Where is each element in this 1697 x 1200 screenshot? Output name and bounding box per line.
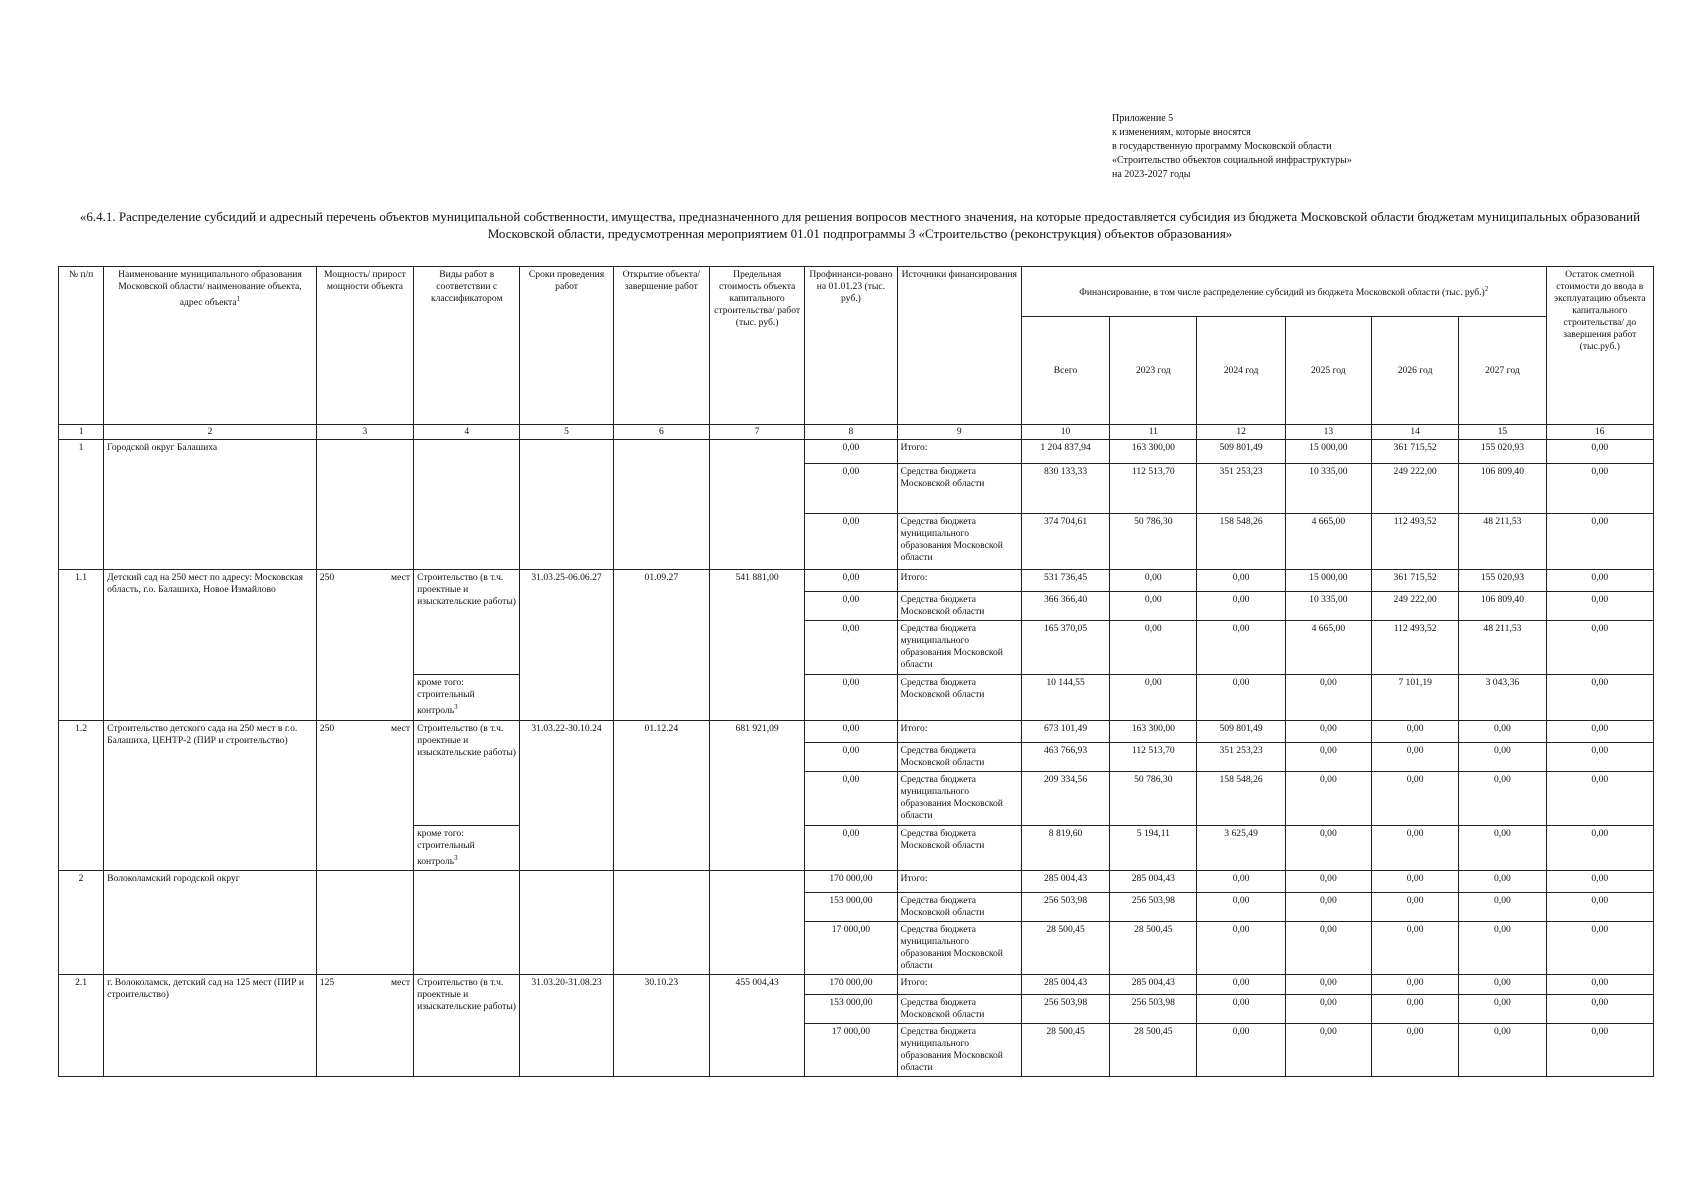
cell-2024: 0,00	[1197, 621, 1285, 675]
cell-source: Средства бюджета Московской области	[897, 743, 1021, 772]
col-number: 1	[59, 425, 104, 440]
cell-source: Средства бюджета Московской области	[897, 675, 1021, 721]
cell-2026: 249 222,00	[1371, 464, 1458, 514]
cell-source: Средства бюджета Московской области	[897, 893, 1021, 922]
cell-funded: 0,00	[805, 772, 897, 826]
col-number: 7	[709, 425, 804, 440]
cell-remaining: 0,00	[1546, 743, 1653, 772]
cell-source: Итого:	[897, 975, 1021, 995]
cell-2025: 0,00	[1285, 922, 1371, 975]
cell-2027: 155 020,93	[1459, 440, 1546, 464]
cell-source: Итого:	[897, 721, 1021, 743]
col-number: 12	[1197, 425, 1285, 440]
cell-2026: 0,00	[1371, 995, 1458, 1024]
row-num: 1	[59, 440, 104, 570]
col-number: 16	[1546, 425, 1653, 440]
col-number: 15	[1459, 425, 1546, 440]
cell-2023: 28 500,45	[1110, 1024, 1197, 1077]
cell-source: Средства бюджета муниципального образования Московской области	[897, 621, 1021, 675]
row-num: 1.1	[59, 570, 104, 721]
cell-source: Итого:	[897, 871, 1021, 893]
cell-source: Средства бюджета муниципального образования Московской области	[897, 514, 1021, 570]
cell-2026: 112 493,52	[1371, 621, 1458, 675]
row-control: кроме того: строительный контроль$^3$	[414, 675, 520, 721]
row-period	[520, 440, 613, 570]
cell-2024: 3 625,49	[1197, 826, 1285, 871]
row-name: Волоколамский городской округ	[104, 871, 317, 975]
row-capacity: 250 мест	[316, 721, 413, 871]
cell-2026: 0,00	[1371, 1024, 1458, 1077]
row-work	[414, 871, 520, 975]
header-sources: Источники финансирования	[897, 267, 1021, 425]
cell-2023: 0,00	[1110, 621, 1197, 675]
cell-2023: 0,00	[1110, 675, 1197, 721]
row-period	[520, 871, 613, 975]
row-work: Строительство (в т.ч. проектные и изыскательские работы)	[414, 721, 520, 826]
cell-total: 28 500,45	[1021, 922, 1109, 975]
cell-2026: 0,00	[1371, 975, 1458, 995]
row-cost: 681 921,09	[709, 721, 804, 871]
header-cost: Предельная стоимость объекта капитального строительства/ работ (тыс. руб.)	[709, 267, 804, 425]
appendix-line: в государственную программу Московской области	[1112, 141, 1332, 152]
cell-total: 209 334,56	[1021, 772, 1109, 826]
header-num: № п/п	[59, 267, 104, 425]
col-number: 5	[520, 425, 613, 440]
cell-remaining: 0,00	[1546, 893, 1653, 922]
col-number: 13	[1285, 425, 1371, 440]
cell-2024: 351 253,23	[1197, 743, 1285, 772]
cell-total: 165 370,05	[1021, 621, 1109, 675]
cell-2023: 50 786,30	[1110, 772, 1197, 826]
row-name: Строительство детского сада на 250 мест в г.о. Балашиха, ЦЕНТР-2 (ПИР и строительство)	[104, 721, 317, 871]
cell-source: Средства бюджета муниципального образования Московской области	[897, 1024, 1021, 1077]
row-name: Городской округ Балашиха	[104, 440, 317, 570]
cell-funded: 153 000,00	[805, 995, 897, 1024]
cell-2026: 0,00	[1371, 721, 1458, 743]
cell-total: 285 004,43	[1021, 871, 1109, 893]
cell-2027: 48 211,53	[1459, 514, 1546, 570]
cell-total: 256 503,98	[1021, 995, 1109, 1024]
cell-total: 28 500,45	[1021, 1024, 1109, 1077]
cell-remaining: 0,00	[1546, 514, 1653, 570]
cell-2026: 7 101,19	[1371, 675, 1458, 721]
row-capacity	[316, 871, 413, 975]
cell-2025: 4 665,00	[1285, 621, 1371, 675]
table-row	[59, 440, 1654, 464]
cell-2025: 10 335,00	[1285, 464, 1371, 514]
row-cost	[709, 871, 804, 975]
cell-2026: 361 715,52	[1371, 570, 1458, 592]
col-number: 9	[897, 425, 1021, 440]
row-control: кроме того: строительный контроль$^3$	[414, 826, 520, 871]
column-number-row	[59, 425, 1654, 440]
cell-source: Средства бюджета муниципального образования Московской области	[897, 922, 1021, 975]
cell-2026: 0,00	[1371, 893, 1458, 922]
cell-funded: 0,00	[805, 514, 897, 570]
cell-2027: 0,00	[1459, 1024, 1546, 1077]
cell-source: Средства бюджета Московской области	[897, 464, 1021, 514]
cell-2023: 0,00	[1110, 570, 1197, 592]
cell-2025: 0,00	[1285, 893, 1371, 922]
cell-2024: 0,00	[1197, 975, 1285, 995]
col-number: 10	[1021, 425, 1109, 440]
cell-2026: 0,00	[1371, 826, 1458, 871]
cell-total: 8 819,60	[1021, 826, 1109, 871]
cell-2024: 0,00	[1197, 592, 1285, 621]
cell-2025: 0,00	[1285, 995, 1371, 1024]
row-open: 30.10.23	[613, 975, 709, 1077]
header-capacity: Мощность/ прирост мощности объекта	[316, 267, 413, 425]
cell-2026: 361 715,52	[1371, 440, 1458, 464]
header-row	[59, 267, 1654, 317]
cell-remaining: 0,00	[1546, 621, 1653, 675]
cell-funded: 0,00	[805, 570, 897, 592]
cell-2025: 0,00	[1285, 772, 1371, 826]
cell-funded: 0,00	[805, 464, 897, 514]
cell-funded: 153 000,00	[805, 893, 897, 922]
subsidy-table	[58, 266, 1654, 1077]
cell-source: Средства бюджета муниципального образования Московской области	[897, 772, 1021, 826]
cell-remaining: 0,00	[1546, 922, 1653, 975]
cell-2024: 509 801,49	[1197, 440, 1285, 464]
cell-funded: 0,00	[805, 592, 897, 621]
cell-funded: 0,00	[805, 721, 897, 743]
header-name: Наименование муниципального образования Московской области/ наименование объекта, адрес объекта$^1$	[104, 267, 317, 425]
cell-2023: 28 500,45	[1110, 922, 1197, 975]
cell-2025: 4 665,00	[1285, 514, 1371, 570]
cell-2027: 0,00	[1459, 922, 1546, 975]
appendix-note	[1112, 112, 1352, 182]
cell-2027: 0,00	[1459, 893, 1546, 922]
cell-2023: 50 786,30	[1110, 514, 1197, 570]
row-period: 31.03.22-30.10.24	[520, 721, 613, 871]
row-cost	[709, 440, 804, 570]
cell-2024: 0,00	[1197, 1024, 1285, 1077]
row-capacity: 250 мест	[316, 570, 413, 721]
col-number: 8	[805, 425, 897, 440]
cell-2027: 0,00	[1459, 995, 1546, 1024]
cell-2024: 158 548,26	[1197, 514, 1285, 570]
cell-2026: 0,00	[1371, 871, 1458, 893]
cell-2023: 112 513,70	[1110, 464, 1197, 514]
cell-2023: 112 513,70	[1110, 743, 1197, 772]
appendix-line: на 2023-2027 годы	[1112, 169, 1191, 180]
cell-total: 1 204 837,94	[1021, 440, 1109, 464]
col-number: 3	[316, 425, 413, 440]
cell-funded: 170 000,00	[805, 871, 897, 893]
cell-total: 830 133,33	[1021, 464, 1109, 514]
row-period: 31.03.25-06.06.27	[520, 570, 613, 721]
cell-2027: 155 020,93	[1459, 570, 1546, 592]
cell-source: Средства бюджета Московской области	[897, 592, 1021, 621]
cell-2027: 0,00	[1459, 743, 1546, 772]
cell-2025: 0,00	[1285, 743, 1371, 772]
cell-2023: 163 300,00	[1110, 721, 1197, 743]
header-funded: Профинанси-ровано на 01.01.23 (тыс. руб.)	[805, 267, 897, 425]
cell-2027: 3 043,36	[1459, 675, 1546, 721]
cell-2023: 285 004,43	[1110, 871, 1197, 893]
cell-total: 256 503,98	[1021, 893, 1109, 922]
cell-2024: 0,00	[1197, 675, 1285, 721]
row-num: 2	[59, 871, 104, 975]
cell-funded: 0,00	[805, 826, 897, 871]
cell-funded: 0,00	[805, 675, 897, 721]
cell-2025: 0,00	[1285, 675, 1371, 721]
row-work: Строительство (в т.ч. проектные и изыскательские работы)	[414, 975, 520, 1077]
cell-2025: 15 000,00	[1285, 440, 1371, 464]
header-financing: Финансирование, в том числе распределение субсидий из бюджета Московской области (тыс. руб.)$^2$	[1021, 267, 1546, 317]
cell-source: Итого:	[897, 440, 1021, 464]
cell-remaining: 0,00	[1546, 995, 1653, 1024]
cell-2024: 158 548,26	[1197, 772, 1285, 826]
header-2025: 2025 год	[1285, 317, 1371, 425]
cell-2025: 10 335,00	[1285, 592, 1371, 621]
cell-funded: 0,00	[805, 621, 897, 675]
header-2026: 2026 год	[1371, 317, 1458, 425]
table-row	[59, 975, 1654, 995]
cell-source: Средства бюджета Московской области	[897, 995, 1021, 1024]
cell-remaining: 0,00	[1546, 440, 1653, 464]
cell-2027: 0,00	[1459, 772, 1546, 826]
header-total: Всего	[1021, 317, 1109, 425]
cell-2024: 0,00	[1197, 570, 1285, 592]
cell-2024: 0,00	[1197, 922, 1285, 975]
table-row	[59, 721, 1654, 743]
cell-remaining: 0,00	[1546, 592, 1653, 621]
cell-funded: 170 000,00	[805, 975, 897, 995]
cell-remaining: 0,00	[1546, 826, 1653, 871]
appendix-line: «Строительство объектов социальной инфраструктуры»	[1112, 155, 1352, 166]
header-2027: 2027 год	[1459, 317, 1546, 425]
cell-2027: 0,00	[1459, 975, 1546, 995]
header-2024: 2024 год	[1197, 317, 1285, 425]
row-capacity	[316, 440, 413, 570]
appendix-line: Приложение 5	[1112, 113, 1174, 124]
cell-2024: 509 801,49	[1197, 721, 1285, 743]
cell-2023: 0,00	[1110, 592, 1197, 621]
cell-2025: 15 000,00	[1285, 570, 1371, 592]
cell-2024: 0,00	[1197, 893, 1285, 922]
cell-funded: 0,00	[805, 440, 897, 464]
cell-total: 531 736,45	[1021, 570, 1109, 592]
cell-2025: 0,00	[1285, 871, 1371, 893]
cell-2027: 48 211,53	[1459, 621, 1546, 675]
header-work-type: Виды работ в соответствии с классификатором	[414, 267, 520, 425]
row-open	[613, 871, 709, 975]
row-open: 01.12.24	[613, 721, 709, 871]
cell-remaining: 0,00	[1546, 871, 1653, 893]
cell-2027: 0,00	[1459, 826, 1546, 871]
col-number: 6	[613, 425, 709, 440]
row-open	[613, 440, 709, 570]
cell-2023: 256 503,98	[1110, 893, 1197, 922]
row-name: Детский сад на 250 мест по адресу: Московская область, г.о. Балашиха, Новое Измайлово	[104, 570, 317, 721]
row-open: 01.09.27	[613, 570, 709, 721]
cell-2025: 0,00	[1285, 721, 1371, 743]
cell-total: 673 101,49	[1021, 721, 1109, 743]
cell-funded: 17 000,00	[805, 922, 897, 975]
cell-remaining: 0,00	[1546, 1024, 1653, 1077]
row-cost: 455 004,43	[709, 975, 804, 1077]
row-name: г. Волоколамск, детский сад на 125 мест (ПИР и строительство)	[104, 975, 317, 1077]
cell-2024: 351 253,23	[1197, 464, 1285, 514]
cell-remaining: 0,00	[1546, 464, 1653, 514]
cell-source: Средства бюджета Московской области	[897, 826, 1021, 871]
cell-2023: 5 194,11	[1110, 826, 1197, 871]
cell-2025: 0,00	[1285, 826, 1371, 871]
cell-total: 463 766,93	[1021, 743, 1109, 772]
cell-source: Итого:	[897, 570, 1021, 592]
cell-2023: 256 503,98	[1110, 995, 1197, 1024]
cell-2024: 0,00	[1197, 995, 1285, 1024]
col-number: 14	[1371, 425, 1458, 440]
cell-remaining: 0,00	[1546, 975, 1653, 995]
header-2023: 2023 год	[1110, 317, 1197, 425]
cell-remaining: 0,00	[1546, 721, 1653, 743]
row-capacity: 125 мест	[316, 975, 413, 1077]
cell-2026: 0,00	[1371, 743, 1458, 772]
cell-2023: 163 300,00	[1110, 440, 1197, 464]
cell-2025: 0,00	[1285, 975, 1371, 995]
cell-total: 366 366,40	[1021, 592, 1109, 621]
cell-total: 10 144,55	[1021, 675, 1109, 721]
cell-2026: 0,00	[1371, 772, 1458, 826]
cell-2027: 0,00	[1459, 721, 1546, 743]
cell-funded: 17 000,00	[805, 1024, 897, 1077]
header-open: Открытие объекта/ завершение работ	[613, 267, 709, 425]
row-work	[414, 440, 520, 570]
table-row	[59, 871, 1654, 893]
header-period: Сроки проведения работ	[520, 267, 613, 425]
row-period: 31.03.20-31.08.23	[520, 975, 613, 1077]
cell-remaining: 0,00	[1546, 570, 1653, 592]
header-remaining: Остаток сметной стоимости до ввода в эксплуатацию объекта капитального строительства/ до завершения работ (тыс.руб.)	[1546, 267, 1653, 425]
cell-total: 374 704,61	[1021, 514, 1109, 570]
document-title: «6.4.1. Распределение субсидий и адресный перечень объектов муниципальной собственности, имущества, предназначенного для решения вопросов местного значения, на которые предоставляется субсидия из бюджета Московской области бюджетам муниципальных образований Московской области, предусмотренная мероприятием 01.01 подпрограммы 3 «Строительство (реконструкция) объектов образования»	[79, 209, 1641, 241]
row-num: 1.2	[59, 721, 104, 871]
row-work: Строительство (в т.ч. проектные и изыскательские работы)	[414, 570, 520, 675]
cell-2025: 0,00	[1285, 1024, 1371, 1077]
cell-2026: 112 493,52	[1371, 514, 1458, 570]
table-row	[59, 570, 1654, 592]
row-cost: 541 881,00	[709, 570, 804, 721]
cell-funded: 0,00	[805, 743, 897, 772]
cell-2027: 106 809,40	[1459, 592, 1546, 621]
cell-2027: 106 809,40	[1459, 464, 1546, 514]
appendix-line: к изменениям, которые вносятся	[1112, 127, 1251, 138]
cell-2026: 249 222,00	[1371, 592, 1458, 621]
cell-2027: 0,00	[1459, 871, 1546, 893]
cell-2026: 0,00	[1371, 922, 1458, 975]
cell-remaining: 0,00	[1546, 772, 1653, 826]
cell-remaining: 0,00	[1546, 675, 1653, 721]
col-number: 4	[414, 425, 520, 440]
col-number: 11	[1110, 425, 1197, 440]
cell-2024: 0,00	[1197, 871, 1285, 893]
cell-total: 285 004,43	[1021, 975, 1109, 995]
col-number: 2	[104, 425, 317, 440]
row-num: 2.1	[59, 975, 104, 1077]
cell-2023: 285 004,43	[1110, 975, 1197, 995]
